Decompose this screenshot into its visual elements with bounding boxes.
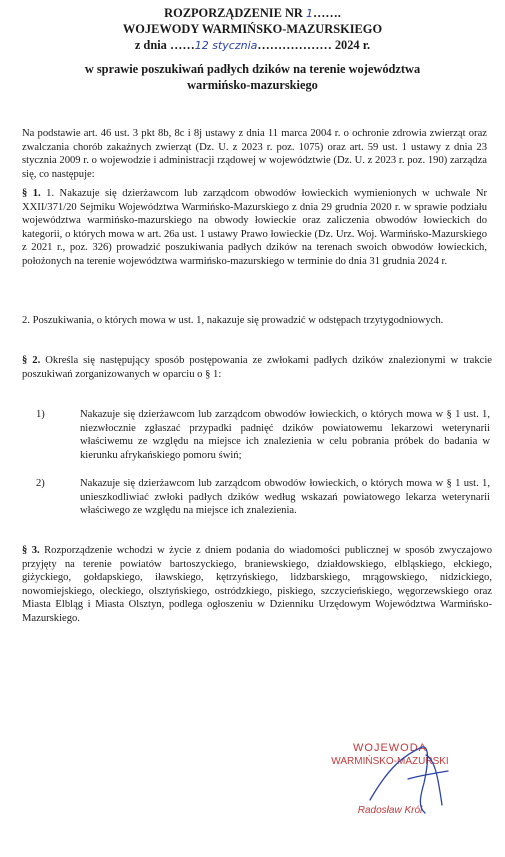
section-3 (22, 544, 492, 626)
section-3-marker: § 3. (22, 545, 40, 556)
subject-line-1: w sprawie poszukiwań padłych dzików na terenie województwa (84, 62, 421, 76)
list-item-1-number: 1) (36, 409, 45, 420)
section-1-paragraph-1 (22, 187, 487, 269)
title-dots: ……. (312, 6, 341, 20)
section-2-marker: § 2. (22, 355, 41, 366)
stamp-title-line-1: WOJEWODA (353, 742, 427, 754)
section-2-intro-text: Określa się następujący sposób postępowania ze zwłokami padłych dzików znalezionymi w trakcie poszukiwań zorganizowanych w oparciu o § 1: (22, 355, 493, 380)
preamble: Na podstawie art. 46 ust. 3 pkt 8b, 8c i 8j ustawy z dnia 11 marca 2004 r. o ochronie zdrowia zwierząt oraz zwalczania chorób zakaźnych zwierząt (Dz. U. z 2023 r. poz. 1075) oraz art. 59 ust. 1 ustawy z dnia 23 stycznia 2009 r. o wojewodzie i administracji rządowej w województwie (Dz. U. z 2023 r. poz. 190) zarządza się, co następuje: (22, 128, 487, 180)
date-prefix: z dnia (134, 38, 170, 52)
section-1-text: 1. Nakazuje się dzierżawcom lub zarządcom obwodów łowieckich wymienionych w uchwale Nr XXII/371/20 Sejmiku Województwa Warmińsko-Mazurskiego z dnia 29 grudnia 2020 r. w sprawie podziału województwa warmińsko-mazurskiego na obwody łowieckie oraz zaliczenia obwodów łowieckich do kategorii, o których mowa w art. 26a ust. 1 ustawy Prawo łowieckie (Dz. Urz. Woj. Warmińsko-Mazurskiego z 2021 r., poz. 326) prowadzić poszukiwania padłych dzików na terenach swoich obwodów łowieckich, położonych na terenie województwa warmińsko-mazurskiego w terminie do dnia 31 grudnia 2024 r. (22, 188, 488, 267)
section-3-text: Rozporządzenie wchodzi w życie z dniem podania do wiadomości publicznej w sposób zwyczajowo przyjęty na terenie powiatów bartoszyckiego, braniewskiego, działdowskiego, elbląskiego, ełckiego, giżyckiego, gołdapskiego, iławskiego, kętrzyńskiego, lidzbarskiego, mrągowskiego, nidzickiego, nowomiejskiego, oleckiego, olsztyńskiego, ostródzkiego, piskiego, szczycieńskiego, węgorzewskiego oraz Miasta Elbląg i Miasta Olsztyn, podlega ogłoszeniu w Dzienniku Urzędowym Województwa Warmińsko-Mazurskiego. (22, 545, 493, 624)
authority-line: WOJEWODY WARMIŃSKO-MAZURSKIEGO (122, 22, 383, 36)
title-line (0, 6, 505, 21)
handwritten-signature (330, 735, 470, 825)
handwritten-number: 1 (305, 7, 313, 20)
stamp-signatory-name: Radosław Król (357, 805, 423, 816)
subject-line-2: warmińsko-mazurskiego (187, 78, 318, 92)
list-item-2-number: 2) (36, 478, 45, 489)
date-line (0, 38, 505, 53)
section-1-paragraph-2: 2. Poszukiwania, o których mowa w ust. 1, nakazuje się prowadzić w odstępach trzytygodniowych. (22, 315, 444, 326)
date-dots-after: ……………… 2024 r. (257, 38, 371, 52)
list-item-1-text: Nakazuje się dzierżawcom lub zarządcom obwodów łowieckich, o których mowa w § 1 ust. 1, niezwłocznie zgłaszać przypadki padnięć dzików powiatowemu lekarzowi weterynarii właściwemu ze względu na miejsce ich znalezienia w celu pobrania próbek do badania w kierunku afrykańskiego pomoru świń; (80, 409, 490, 461)
title-prefix: ROZPORZĄDZENIE NR (164, 6, 306, 20)
section-2-intro (22, 354, 492, 381)
section-1-marker: § 1. (22, 188, 41, 199)
handwritten-date: 12 stycznia (194, 39, 258, 52)
date-dots-before: …… (169, 38, 195, 52)
list-item-2-text: Nakazuje się dzierżawcom lub zarządcom obwodów łowieckich, o których mowa w § 1 ust. 1, unieszkodliwiać zwłoki padłych dzików według wskazań powiatowego lekarza weterynarii właściwego ze względu na miejsce ich znalezienia. (80, 478, 490, 517)
stamp-title-line-2: WARMIŃSKO-MAZURSKI (331, 756, 449, 767)
